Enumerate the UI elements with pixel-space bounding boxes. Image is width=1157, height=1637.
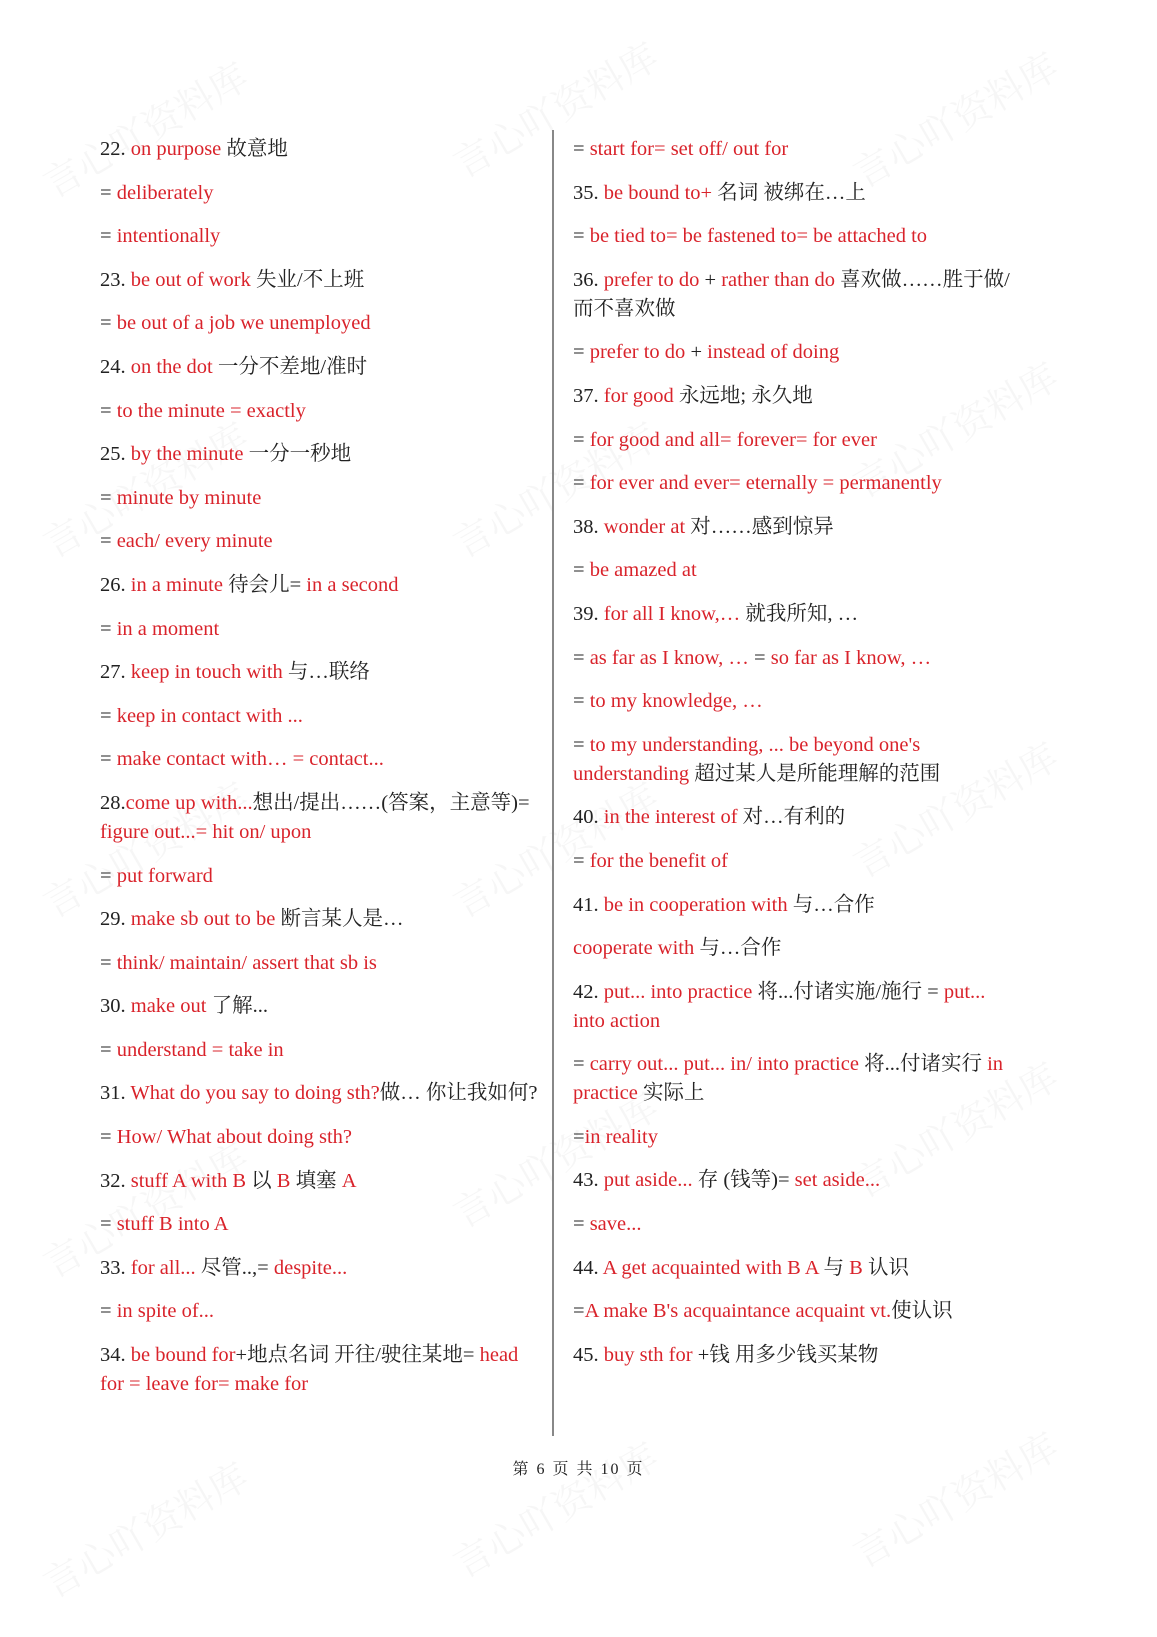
english-phrase: each/ every minute bbox=[116, 530, 273, 553]
annotation-text: 35. bbox=[573, 181, 604, 204]
annotation-text: 失业/不上班 bbox=[250, 268, 365, 291]
english-phrase: in the interest of bbox=[603, 806, 738, 829]
annotation-text: 喜欢做……胜于做/而不喜欢做 bbox=[573, 268, 1010, 320]
annotation-text: = bbox=[573, 225, 590, 248]
annotation-text: 将...付诸实施/施行 = bbox=[752, 980, 944, 1003]
annotation-text: 永远地; 永久地 bbox=[673, 384, 813, 407]
phrase-line bbox=[100, 571, 540, 600]
annotation-text: = bbox=[100, 748, 117, 771]
english-phrase: in practice bbox=[573, 1053, 1004, 1105]
english-phrase: to my understanding, ... be beyond one's understanding bbox=[573, 733, 921, 785]
phrase-line bbox=[573, 1210, 1013, 1239]
english-phrase: to my knowledge, … bbox=[589, 690, 763, 713]
phrase-line bbox=[100, 397, 540, 426]
phrase-line bbox=[100, 484, 540, 513]
annotation-text: = bbox=[100, 399, 117, 422]
english-phrase: deliberately bbox=[116, 181, 214, 204]
english-phrase: stuff A with B bbox=[130, 1169, 246, 1192]
annotation-text: 37. bbox=[573, 384, 604, 407]
annotation-text: = bbox=[573, 1125, 585, 1148]
phrase-line bbox=[573, 978, 1013, 1036]
phrase-line bbox=[100, 1079, 540, 1108]
phrase-line bbox=[100, 1297, 540, 1326]
english-phrase: for all I know,… bbox=[603, 602, 741, 625]
phrase-line bbox=[573, 847, 1013, 876]
phrase-line bbox=[100, 135, 540, 164]
english-phrase: despite... bbox=[273, 1256, 348, 1279]
annotation-text: 认识 bbox=[862, 1256, 909, 1279]
english-phrase: put forward bbox=[116, 864, 213, 887]
phrase-line bbox=[100, 745, 540, 774]
english-phrase: What do you say to doing sth? bbox=[130, 1082, 380, 1105]
english-phrase: B bbox=[276, 1169, 291, 1192]
annotation-text: = bbox=[100, 1213, 117, 1236]
english-phrase: for ever and ever= eternally = permanently bbox=[589, 472, 942, 495]
annotation-text: = bbox=[100, 1038, 117, 1061]
annotation-text: 33. bbox=[100, 1256, 131, 1279]
english-phrase: be out of a job we unemployed bbox=[116, 312, 371, 335]
annotation-text: 就我所知, … bbox=[740, 602, 859, 625]
phrase-line bbox=[573, 1341, 1013, 1370]
annotation-text: = bbox=[573, 138, 590, 160]
annotation-text: 31. bbox=[100, 1082, 131, 1105]
annotation-text: 与 bbox=[818, 1256, 850, 1279]
annotation-text: 将...付诸实行 bbox=[858, 1053, 988, 1076]
english-phrase: A get acquainted with B A bbox=[602, 1256, 819, 1279]
english-phrase: put aside... bbox=[603, 1169, 693, 1192]
annotation-text: 26. bbox=[100, 573, 131, 596]
column-divider bbox=[552, 130, 554, 1436]
annotation-text: 对…有利的 bbox=[737, 806, 846, 829]
annotation-text: = bbox=[100, 486, 117, 509]
english-phrase: come up with... bbox=[125, 791, 253, 814]
english-phrase: set aside... bbox=[794, 1169, 881, 1192]
right-column bbox=[573, 135, 1013, 1384]
phrase-line bbox=[573, 1050, 1013, 1108]
annotation-text: = bbox=[573, 472, 590, 495]
english-phrase: in a minute bbox=[130, 573, 223, 596]
phrase-line bbox=[573, 556, 1013, 585]
annotation-text: 36. bbox=[573, 268, 604, 291]
phrase-line bbox=[100, 527, 540, 556]
phrase-line bbox=[100, 179, 540, 208]
watermark-text bbox=[842, 1417, 1067, 1579]
english-phrase: in a second bbox=[306, 573, 399, 596]
annotation-text: = bbox=[748, 646, 771, 669]
phrase-line bbox=[573, 135, 1013, 164]
english-phrase: make out bbox=[130, 995, 207, 1018]
english-phrase: to the minute = exactly bbox=[116, 399, 306, 422]
english-phrase: intentionally bbox=[116, 225, 221, 248]
phrase-line bbox=[100, 309, 540, 338]
phrase-line bbox=[100, 1167, 540, 1196]
phrase-line bbox=[573, 644, 1013, 673]
english-phrase: so far as I know, … bbox=[770, 646, 932, 669]
english-phrase: start for= set off/ out for bbox=[589, 138, 789, 160]
english-phrase: instead of doing bbox=[707, 341, 840, 364]
annotation-text: 41. bbox=[573, 893, 604, 916]
english-phrase: be tied to= be fastened to= be attached to bbox=[589, 225, 928, 248]
annotation-text: = bbox=[100, 530, 117, 553]
annotation-text: 与…合作 bbox=[694, 937, 782, 960]
annotation-text: 故意地 bbox=[221, 138, 288, 160]
annotation-text: 42. bbox=[573, 980, 604, 1003]
annotation-text: 22. bbox=[100, 138, 131, 160]
english-phrase: figure out...= hit on/ upon bbox=[100, 820, 312, 843]
annotation-text: 以 bbox=[246, 1169, 277, 1192]
english-phrase: prefer to do bbox=[603, 268, 700, 291]
annotation-text: 一分不差地/准时 bbox=[212, 355, 368, 378]
phrase-line bbox=[100, 658, 540, 687]
phrase-line bbox=[573, 934, 1013, 963]
annotation-text: 23. bbox=[100, 268, 131, 291]
english-phrase: How/ What about doing sth? bbox=[116, 1126, 353, 1149]
english-phrase: for all... bbox=[130, 1256, 196, 1279]
phrase-line bbox=[573, 1166, 1013, 1195]
annotation-text: 45. bbox=[573, 1343, 604, 1366]
annotation-text: = bbox=[573, 733, 590, 756]
annotation-text: 与…合作 bbox=[787, 893, 875, 916]
page-footer: 第 6 页 共 10 页 bbox=[512, 1461, 645, 1478]
annotation-text: +钱 用多少钱买某物 bbox=[692, 1343, 879, 1366]
english-phrase: make contact with… = contact... bbox=[116, 748, 384, 771]
phrase-line bbox=[100, 949, 540, 978]
phrase-line bbox=[100, 1254, 540, 1283]
phrase-line bbox=[573, 1123, 1013, 1152]
english-phrase: in reality bbox=[584, 1125, 658, 1148]
annotation-text: 38. bbox=[573, 515, 604, 538]
phrase-line bbox=[100, 1123, 540, 1152]
english-phrase: save... bbox=[589, 1213, 642, 1236]
annotation-text: 了解... bbox=[206, 995, 268, 1018]
phrase-line bbox=[573, 382, 1013, 411]
annotation-text: = bbox=[573, 690, 590, 713]
english-phrase: stuff B into A bbox=[116, 1213, 229, 1236]
annotation-text: 想出/提出……(答案，主意等)= bbox=[252, 791, 530, 814]
annotation-text: = bbox=[100, 951, 117, 974]
english-phrase: as far as I know, … bbox=[589, 646, 749, 669]
phrase-line bbox=[100, 702, 540, 731]
phrase-line bbox=[573, 266, 1013, 324]
phrase-line bbox=[573, 338, 1013, 367]
annotation-text: = bbox=[573, 1300, 585, 1323]
annotation-text: 做… 你让我如何? bbox=[379, 1082, 538, 1105]
english-phrase: carry out... put... in/ into practice bbox=[589, 1053, 859, 1076]
phrase-line bbox=[573, 426, 1013, 455]
annotation-text: = bbox=[573, 849, 590, 872]
phrase-line bbox=[573, 891, 1013, 920]
english-phrase: keep in contact with ... bbox=[116, 704, 303, 727]
annotation-text: 34. bbox=[100, 1344, 131, 1367]
phrase-line bbox=[573, 513, 1013, 542]
annotation-text: 名词 被绑在…上 bbox=[712, 181, 866, 204]
annotation-text: 与…联络 bbox=[282, 661, 370, 684]
english-phrase: on purpose bbox=[130, 138, 222, 160]
annotation-text: = bbox=[100, 704, 117, 727]
annotation-text: = bbox=[573, 428, 590, 451]
annotation-text: 40. bbox=[573, 806, 604, 829]
english-phrase: by the minute bbox=[130, 443, 244, 466]
watermark-text bbox=[442, 1427, 667, 1589]
annotation-text: 填塞 bbox=[290, 1169, 342, 1192]
annotation-text: 27. bbox=[100, 661, 131, 684]
annotation-text: 超过某人是所能理解的范围 bbox=[689, 762, 941, 785]
phrase-line bbox=[100, 615, 540, 644]
english-phrase: B bbox=[849, 1256, 863, 1279]
annotation-text: = bbox=[573, 1213, 590, 1236]
annotation-text: +地点名词 开往/驶往某地= bbox=[235, 1344, 480, 1367]
annotation-text: 43. bbox=[573, 1169, 604, 1192]
phrase-line bbox=[100, 862, 540, 891]
phrase-line bbox=[100, 905, 540, 934]
annotation-text: = bbox=[100, 864, 117, 887]
annotation-text: = bbox=[100, 617, 117, 640]
phrase-line bbox=[100, 1036, 540, 1065]
annotation-text: 使认识 bbox=[891, 1300, 953, 1323]
annotation-text: = bbox=[100, 181, 117, 204]
english-phrase: think/ maintain/ assert that sb is bbox=[116, 951, 377, 974]
english-phrase: put... into action bbox=[573, 980, 986, 1032]
annotation-text: 39. bbox=[573, 602, 604, 625]
annotation-text: = bbox=[100, 1300, 117, 1323]
english-phrase: A bbox=[341, 1169, 357, 1192]
english-phrase: A make B's acquaintance acquaint vt. bbox=[584, 1300, 892, 1323]
annotation-text: 24. bbox=[100, 355, 131, 378]
phrase-line bbox=[573, 469, 1013, 498]
english-phrase: be out of work bbox=[130, 268, 251, 291]
phrase-line bbox=[573, 803, 1013, 832]
english-phrase: keep in touch with bbox=[130, 661, 283, 684]
english-phrase: make sb out to be bbox=[130, 908, 276, 931]
annotation-text: 44. bbox=[573, 1256, 603, 1279]
phrase-line bbox=[100, 992, 540, 1021]
phrase-line bbox=[573, 1297, 1013, 1326]
annotation-text: 29. bbox=[100, 908, 131, 931]
phrase-line bbox=[100, 440, 540, 469]
english-phrase: buy sth for bbox=[603, 1343, 693, 1366]
english-phrase: on the dot bbox=[130, 355, 213, 378]
annotation-text: 断言某人是… bbox=[275, 908, 404, 931]
english-phrase: in a moment bbox=[116, 617, 220, 640]
annotation-text: 32. bbox=[100, 1169, 131, 1192]
annotation-text: 存 (钱等)= bbox=[692, 1169, 795, 1192]
english-phrase: for good bbox=[603, 384, 674, 407]
english-phrase: in spite of... bbox=[116, 1300, 215, 1323]
english-phrase: for good and all= forever= for ever bbox=[589, 428, 877, 451]
phrase-line bbox=[100, 353, 540, 382]
phrase-line bbox=[573, 600, 1013, 629]
phrase-line bbox=[573, 731, 1013, 789]
english-phrase: understand = take in bbox=[116, 1038, 284, 1061]
phrase-line bbox=[100, 789, 540, 847]
annotation-text: = bbox=[573, 559, 590, 582]
annotation-text: + bbox=[685, 341, 708, 364]
annotation-text: 25. bbox=[100, 443, 131, 466]
annotation-text: = bbox=[573, 341, 590, 364]
english-phrase: cooperate with bbox=[573, 937, 695, 960]
phrase-line bbox=[573, 179, 1013, 208]
phrase-line bbox=[573, 687, 1013, 716]
phrase-line bbox=[100, 266, 540, 295]
phrase-line bbox=[100, 1210, 540, 1239]
english-phrase: be amazed at bbox=[589, 559, 697, 582]
english-phrase: wonder at bbox=[603, 515, 686, 538]
english-phrase: put... into practice bbox=[603, 980, 753, 1003]
phrase-line bbox=[100, 1341, 540, 1399]
english-phrase: be in cooperation with bbox=[603, 893, 788, 916]
annotation-text: 一分一秒地 bbox=[243, 443, 352, 466]
phrase-line bbox=[100, 222, 540, 251]
phrase-line bbox=[573, 1254, 1013, 1283]
annotation-text: 对……感到惊异 bbox=[685, 515, 834, 538]
english-phrase: for the benefit of bbox=[589, 849, 729, 872]
annotation-text: + bbox=[699, 268, 722, 291]
english-phrase: prefer to do bbox=[589, 341, 686, 364]
annotation-text: 实际上 bbox=[637, 1082, 705, 1105]
english-phrase: minute by minute bbox=[116, 486, 262, 509]
phrase-line bbox=[573, 222, 1013, 251]
annotation-text: = bbox=[100, 312, 117, 335]
annotation-text: = bbox=[100, 225, 117, 248]
left-column bbox=[100, 135, 540, 1414]
annotation-text: 待会儿= bbox=[222, 573, 307, 596]
english-phrase: head for = leave for= make for bbox=[100, 1344, 519, 1396]
english-phrase: be bound to+ bbox=[603, 181, 713, 204]
annotation-text: = bbox=[573, 1053, 590, 1076]
annotation-text: 尽管..,= bbox=[195, 1256, 274, 1279]
english-phrase: be bound for bbox=[130, 1344, 236, 1367]
annotation-text: = bbox=[100, 1126, 117, 1149]
annotation-text: 28. bbox=[100, 791, 126, 814]
annotation-text: = bbox=[573, 646, 590, 669]
english-phrase: rather than do bbox=[721, 268, 836, 291]
annotation-text: 30. bbox=[100, 995, 131, 1018]
